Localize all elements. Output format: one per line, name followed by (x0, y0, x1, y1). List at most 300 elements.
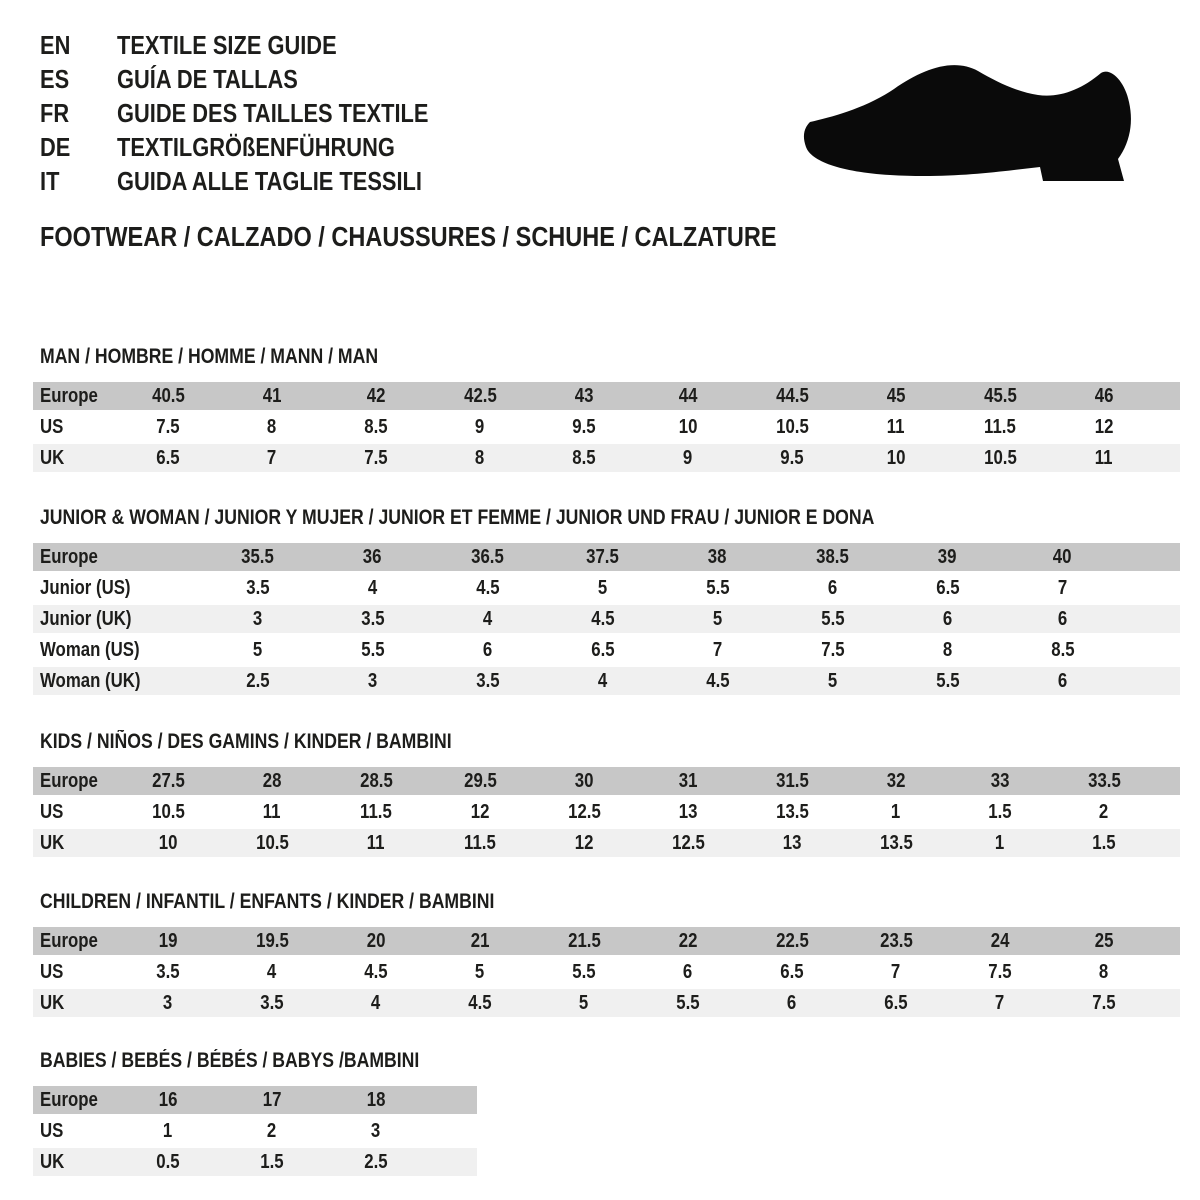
size-cell (545, 574, 660, 602)
size-cell-text: 45 (886, 384, 906, 407)
size-cell (844, 413, 948, 441)
size-cell-text: 3.5 (475, 669, 500, 692)
size-cell (1005, 574, 1120, 602)
size-cell (220, 798, 324, 826)
size-cell-text: 8.5 (572, 446, 596, 469)
size-cell (775, 574, 890, 602)
table-row (33, 958, 1180, 986)
size-table-section (33, 889, 1180, 1020)
size-cell (324, 1148, 428, 1176)
size-cell-text: 7 (995, 991, 1005, 1014)
size-cell (948, 382, 1052, 410)
size-cell-text: 11.5 (984, 415, 1016, 438)
size-cell (948, 829, 1052, 857)
size-cell (532, 798, 636, 826)
size-cell (844, 767, 948, 795)
row-values (116, 413, 1156, 441)
size-cell (532, 829, 636, 857)
size-cell-text: 5 (475, 960, 485, 983)
size-cell-text: 0.5 (156, 1150, 180, 1173)
row-label-text: US (40, 1119, 64, 1142)
size-cell (532, 444, 636, 472)
size-cell-text: 41 (262, 384, 282, 407)
size-table-section (33, 344, 1180, 475)
row-label (33, 961, 116, 984)
row-values (200, 636, 1120, 664)
size-cell-text: 1.5 (1092, 831, 1116, 854)
size-cell-text: 22.5 (775, 929, 809, 952)
size-cell (532, 989, 636, 1017)
size-cell (636, 989, 740, 1017)
row-label-text: UK (40, 831, 65, 854)
language-code-text: IT (40, 165, 60, 196)
size-cell-text: 4.5 (475, 576, 500, 599)
row-label-text: US (40, 415, 64, 438)
size-cell-text: 1.5 (260, 1150, 284, 1173)
row-label (33, 1151, 116, 1174)
size-cell-text: 8.5 (364, 415, 388, 438)
size-cell-text: 1.5 (988, 800, 1012, 823)
size-cell-text: 31 (678, 769, 698, 792)
size-cell-text: 11 (887, 415, 905, 438)
size-cell-text: 6 (1057, 669, 1068, 692)
size-cell (948, 927, 1052, 955)
row-label-text: Woman (UK) (40, 669, 141, 692)
size-cell-text: 36.5 (471, 545, 504, 568)
size-cell (844, 444, 948, 472)
size-cell (116, 989, 220, 1017)
language-title-text: GUIDA ALLE TAGLIE TESSILI (117, 165, 422, 196)
size-cell-text: 5 (252, 638, 263, 661)
size-cell (532, 767, 636, 795)
size-cell (116, 798, 220, 826)
table-row (33, 1117, 477, 1145)
size-cell (220, 927, 324, 955)
size-cell (324, 413, 428, 441)
size-cell-text: 4.5 (364, 960, 388, 983)
size-cell-text: 13.5 (879, 831, 913, 854)
size-cell (890, 543, 1005, 571)
size-cell-text: 43 (574, 384, 594, 407)
table-row (33, 543, 1180, 571)
size-cell (200, 574, 315, 602)
row-label (33, 992, 116, 1015)
size-cell (775, 636, 890, 664)
size-cell-text: 21.5 (567, 929, 601, 952)
row-label (33, 801, 116, 824)
size-cell-text: 7 (891, 960, 901, 983)
size-cell-text: 6.5 (884, 991, 908, 1014)
size-cell-text: 32 (886, 769, 906, 792)
size-cell (740, 767, 844, 795)
size-cell (428, 958, 532, 986)
size-cell-text: 12.5 (671, 831, 705, 854)
size-cell (324, 382, 428, 410)
size-cell-text: 37.5 (586, 545, 619, 568)
table-row (33, 1086, 477, 1114)
size-cell-text: 7.5 (988, 960, 1012, 983)
size-cell (428, 444, 532, 472)
language-code-text: ES (40, 63, 70, 94)
size-cell-text: 33 (990, 769, 1010, 792)
row-label (33, 447, 116, 470)
size-cell-text: 4 (267, 960, 277, 983)
size-cell (660, 574, 775, 602)
table-row (33, 927, 1180, 955)
row-values (116, 444, 1156, 472)
size-cell (844, 927, 948, 955)
language-code-text: FR (40, 97, 70, 128)
size-cell (324, 1086, 428, 1114)
size-cell (116, 958, 220, 986)
size-cell (660, 667, 775, 695)
size-cell (220, 1086, 324, 1114)
size-cell-text: 36 (363, 545, 382, 568)
size-cell-text: 3 (371, 1119, 381, 1142)
size-cell-text: 10.5 (255, 831, 289, 854)
size-cell (324, 989, 428, 1017)
size-cell-text: 3 (367, 669, 378, 692)
size-cell (428, 927, 532, 955)
size-cell-text: 3.5 (245, 576, 270, 599)
row-label-text: UK (40, 1150, 65, 1173)
size-cell (660, 543, 775, 571)
row-values (116, 1086, 428, 1114)
size-cell (220, 958, 324, 986)
size-cell-text: 8.5 (1050, 638, 1075, 661)
size-cell (116, 413, 220, 441)
language-code-text: DE (40, 131, 71, 162)
size-cell-text: 21 (470, 929, 490, 952)
size-cell (844, 798, 948, 826)
size-cell-text: 29.5 (463, 769, 497, 792)
size-cell-text: 5 (579, 991, 589, 1014)
size-cell (324, 829, 428, 857)
size-cell (844, 829, 948, 857)
size-cell-text: 11 (263, 800, 281, 823)
size-cell (844, 382, 948, 410)
row-values (200, 667, 1120, 695)
row-label-text: UK (40, 446, 65, 469)
size-cell-text: 4.5 (468, 991, 492, 1014)
size-cell (740, 958, 844, 986)
size-cell (740, 444, 844, 472)
size-cell-text: 12 (574, 831, 594, 854)
size-cell-text: 28 (262, 769, 282, 792)
size-cell (315, 636, 430, 664)
table-title (40, 344, 1180, 369)
size-table (33, 382, 1180, 472)
size-cell-text: 10.5 (775, 415, 809, 438)
size-cell-text: 1 (995, 831, 1005, 854)
size-cell (220, 829, 324, 857)
size-cell-text: 2.5 (364, 1150, 388, 1173)
size-cell (890, 574, 1005, 602)
size-cell-text: 7.5 (364, 446, 388, 469)
table-title (40, 1048, 1180, 1073)
size-cell-text: 3 (163, 991, 173, 1014)
size-cell-text: 33.5 (1087, 769, 1121, 792)
size-cell-text: 31.5 (775, 769, 809, 792)
size-cell-text: 2 (1099, 800, 1109, 823)
size-cell-text: 3.5 (260, 991, 284, 1014)
row-values (116, 1117, 428, 1145)
size-cell (220, 444, 324, 472)
size-cell-text: 11.5 (360, 800, 392, 823)
size-cell (636, 958, 740, 986)
size-cell (948, 444, 1052, 472)
row-label-text: Europe (40, 384, 98, 407)
size-cell (740, 829, 844, 857)
size-cell (430, 667, 545, 695)
size-cell (948, 958, 1052, 986)
size-cell (324, 958, 428, 986)
size-cell-text: 11 (1095, 446, 1113, 469)
row-label-text: US (40, 960, 64, 983)
size-cell (428, 767, 532, 795)
row-values (116, 798, 1156, 826)
table-row (33, 767, 1180, 795)
table-row (33, 667, 1180, 695)
size-cell (740, 798, 844, 826)
row-values (116, 382, 1156, 410)
size-cell (116, 1148, 220, 1176)
size-cell (324, 1117, 428, 1145)
row-label-text: Europe (40, 929, 98, 952)
size-cell (1052, 798, 1156, 826)
size-cell-text: 44 (678, 384, 698, 407)
size-cell (890, 667, 1005, 695)
size-cell-text: 13.5 (775, 800, 809, 823)
table-title-text: CHILDREN / INFANTIL / ENFANTS / KINDER / BAMBINI (40, 890, 495, 913)
size-cell-text: 13 (678, 800, 698, 823)
size-cell-text: 8 (942, 638, 953, 661)
size-cell (1005, 636, 1120, 664)
size-cell-text: 2 (267, 1119, 277, 1142)
size-cell (220, 1148, 324, 1176)
size-cell (660, 605, 775, 633)
size-cell (1052, 958, 1156, 986)
size-cell (545, 636, 660, 664)
size-cell (532, 382, 636, 410)
size-cell-text: 27.5 (151, 769, 185, 792)
language-code-text: EN (40, 29, 71, 60)
size-cell (200, 605, 315, 633)
size-cell (1052, 927, 1156, 955)
table-row (33, 798, 1180, 826)
size-tables (33, 0, 1180, 1200)
size-cell (220, 413, 324, 441)
table-title-text: JUNIOR & WOMAN / JUNIOR Y MUJER / JUNIOR ET FEMME / JUNIOR UND FRAU / JUNIOR E DONA (40, 506, 875, 529)
size-table-section (33, 729, 1180, 860)
size-cell (324, 767, 428, 795)
size-cell (1005, 667, 1120, 695)
size-cell-text: 6.5 (156, 446, 180, 469)
size-cell (636, 829, 740, 857)
size-cell (844, 958, 948, 986)
size-cell (532, 413, 636, 441)
size-cell-text: 16 (158, 1088, 178, 1111)
size-cell (948, 767, 1052, 795)
size-cell (1052, 382, 1156, 410)
row-label (33, 1120, 116, 1143)
size-cell-text: 40.5 (151, 384, 185, 407)
size-cell-text: 7.5 (1092, 991, 1116, 1014)
size-cell (1005, 605, 1120, 633)
table-row (33, 829, 1180, 857)
size-cell (324, 444, 428, 472)
category-heading-text: FOOTWEAR / CALZADO / CHAUSSURES / SCHUHE / CALZATURE (40, 221, 777, 252)
size-cell (200, 667, 315, 695)
size-cell (220, 989, 324, 1017)
size-cell-text: 5.5 (572, 960, 596, 983)
table-row (33, 605, 1180, 633)
size-cell-text: 10 (678, 415, 698, 438)
size-cell-text: 7 (712, 638, 723, 661)
language-title-text: TEXTILGRÖßENFÜHRUNG (117, 131, 395, 162)
row-values (116, 767, 1156, 795)
size-cell (1052, 444, 1156, 472)
row-label (33, 546, 200, 569)
size-cell (220, 767, 324, 795)
size-cell-text: 19.5 (255, 929, 289, 952)
size-cell (315, 605, 430, 633)
table-title (40, 729, 1180, 754)
row-label-text: Europe (40, 769, 98, 792)
row-values (116, 989, 1156, 1017)
size-cell-text: 5 (827, 669, 838, 692)
size-cell-text: 6 (827, 576, 838, 599)
size-cell (775, 543, 890, 571)
size-cell-text: 8 (267, 415, 277, 438)
size-table (33, 543, 1180, 695)
size-cell-text: 19 (158, 929, 178, 952)
size-cell (428, 989, 532, 1017)
size-cell-text: 6 (683, 960, 693, 983)
size-cell-text: 3.5 (156, 960, 180, 983)
size-cell-text: 5.5 (935, 669, 960, 692)
size-cell-text: 12.5 (567, 800, 601, 823)
size-cell (430, 574, 545, 602)
size-cell (545, 543, 660, 571)
size-cell (532, 927, 636, 955)
size-cell (315, 667, 430, 695)
size-cell (740, 382, 844, 410)
row-label (33, 670, 200, 693)
size-cell-text: 18 (366, 1088, 386, 1111)
size-cell-text: 7.5 (820, 638, 845, 661)
size-cell-text: 1 (891, 800, 901, 823)
size-cell (660, 636, 775, 664)
size-cell-text: 10.5 (151, 800, 185, 823)
table-row (33, 413, 1180, 441)
row-label-text: US (40, 800, 64, 823)
size-cell (430, 543, 545, 571)
size-cell-text: 38 (708, 545, 727, 568)
language-title-text: TEXTILE SIZE GUIDE (117, 29, 337, 60)
size-cell-text: 17 (262, 1088, 282, 1111)
size-cell (948, 413, 1052, 441)
size-table-section (33, 1048, 1180, 1179)
size-cell (200, 543, 315, 571)
row-label (33, 1089, 116, 1112)
size-cell-text: 20 (366, 929, 386, 952)
size-cell (116, 444, 220, 472)
table-row (33, 989, 1180, 1017)
size-cell (220, 382, 324, 410)
size-cell (220, 1117, 324, 1145)
table-row (33, 636, 1180, 664)
size-cell-text: 5.5 (360, 638, 385, 661)
table-title-text: KIDS / NIÑOS / DES GAMINS / KINDER / BAMBINI (40, 730, 452, 753)
size-cell (1052, 767, 1156, 795)
size-cell-text: 7 (1057, 576, 1068, 599)
size-cell-text: 38.5 (816, 545, 849, 568)
size-cell (428, 829, 532, 857)
size-cell (775, 667, 890, 695)
row-label-text: Europe (40, 545, 98, 568)
size-cell (324, 798, 428, 826)
size-cell-text: 4 (482, 607, 493, 630)
size-cell-text: 5 (597, 576, 608, 599)
size-cell-text: 6 (1057, 607, 1068, 630)
size-cell-text: 5.5 (705, 576, 730, 599)
size-cell-text: 9 (683, 446, 693, 469)
row-values (200, 543, 1120, 571)
row-label (33, 639, 200, 662)
size-cell (890, 636, 1005, 664)
size-cell-text: 10.5 (983, 446, 1017, 469)
size-cell-text: 9.5 (780, 446, 804, 469)
size-cell-text: 40 (1053, 545, 1072, 568)
size-cell-text: 22 (678, 929, 698, 952)
row-values (200, 605, 1120, 633)
size-cell (430, 605, 545, 633)
size-cell (545, 605, 660, 633)
size-cell (315, 574, 430, 602)
size-table (33, 927, 1180, 1017)
size-cell (636, 798, 740, 826)
language-title-text: GUIDE DES TAILLES TEXTILE (117, 97, 429, 128)
row-values (116, 829, 1156, 857)
size-cell (1005, 543, 1120, 571)
size-cell (844, 989, 948, 1017)
table-row (33, 444, 1180, 472)
size-cell-text: 7 (267, 446, 277, 469)
size-cell (430, 636, 545, 664)
size-cell (775, 605, 890, 633)
table-title (40, 505, 1180, 530)
size-cell (116, 829, 220, 857)
size-cell-text: 39 (938, 545, 957, 568)
size-cell (428, 798, 532, 826)
row-values (116, 1148, 428, 1176)
size-cell (636, 413, 740, 441)
size-cell (890, 605, 1005, 633)
size-cell (428, 382, 532, 410)
size-cell-text: 8 (1099, 960, 1109, 983)
row-label (33, 577, 200, 600)
table-row (33, 574, 1180, 602)
size-cell (740, 927, 844, 955)
size-cell-text: 5.5 (676, 991, 700, 1014)
size-cell (324, 927, 428, 955)
row-label (33, 770, 116, 793)
size-cell-text: 44.5 (775, 384, 809, 407)
size-cell-text: 1 (163, 1119, 173, 1142)
size-cell-text: 30 (574, 769, 594, 792)
size-cell-text: 10 (158, 831, 178, 854)
